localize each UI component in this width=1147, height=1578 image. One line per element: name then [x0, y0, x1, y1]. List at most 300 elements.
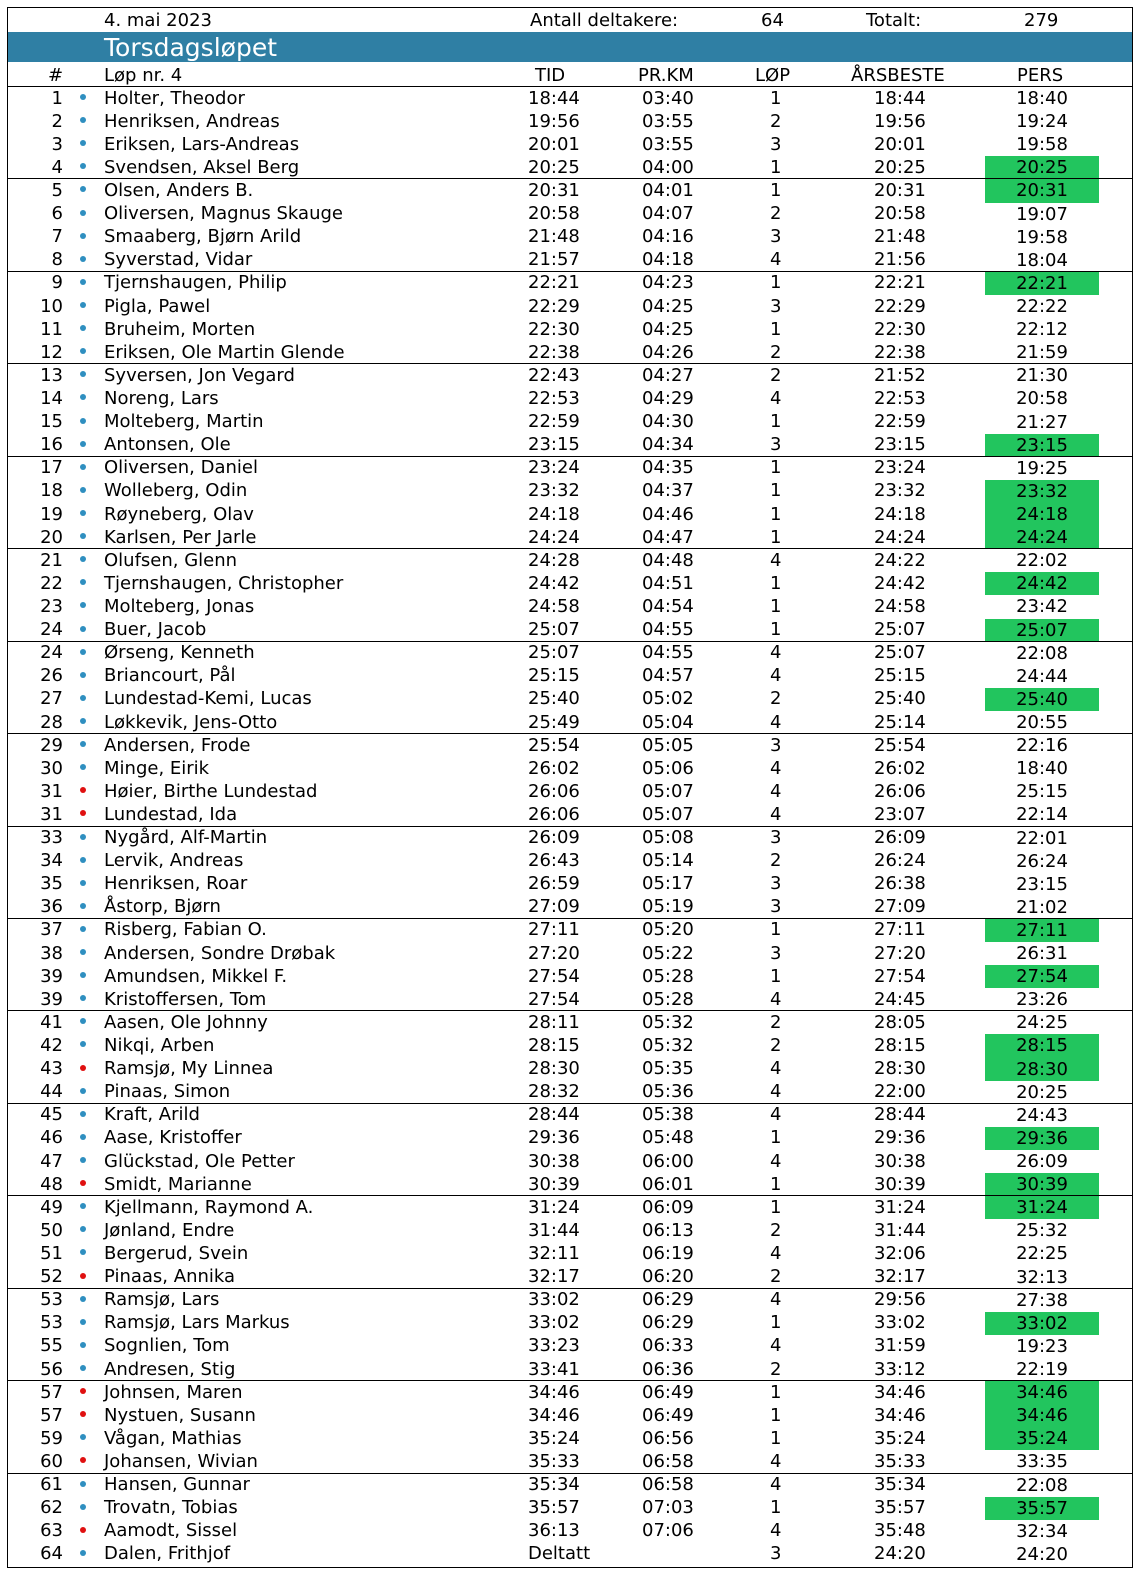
- female-dot-icon: [80, 1457, 86, 1463]
- male-dot-icon: [80, 880, 86, 886]
- personal-best: 23:15: [985, 434, 1099, 456]
- row-number: 12: [40, 341, 63, 363]
- col-arsbeste: ÅRSBESTE: [851, 65, 945, 86]
- table-row: [8, 1242, 1132, 1265]
- time-value: 33:41: [528, 1358, 580, 1380]
- race-count: 1: [770, 480, 782, 502]
- pace-value: 06:19: [642, 1243, 694, 1265]
- row-number: 28: [40, 711, 63, 733]
- table-row: [8, 411, 1132, 434]
- personal-best: 33:35: [1016, 1451, 1068, 1473]
- race-count: 4: [770, 665, 782, 687]
- male-dot-icon: [80, 834, 86, 840]
- personal-best: 23:26: [1016, 989, 1068, 1011]
- row-number: 14: [40, 387, 63, 409]
- personal-best: 24:43: [1016, 1104, 1068, 1126]
- male-dot-icon: [80, 256, 86, 262]
- table-row: [8, 619, 1132, 642]
- time-value: 21:57: [528, 249, 580, 271]
- race-count: 1: [770, 572, 782, 594]
- pace-value: 04:47: [642, 526, 694, 548]
- row-number: 57: [40, 1404, 63, 1426]
- time-value: 23:15: [528, 434, 580, 456]
- pace-value: 06:00: [642, 1150, 694, 1172]
- time-value: 24:18: [528, 503, 580, 525]
- female-dot-icon: [80, 1411, 86, 1417]
- season-best: 26:09: [874, 827, 926, 849]
- total-value: 279: [1024, 10, 1059, 31]
- season-best: 23:32: [874, 480, 926, 502]
- table-row: [8, 1312, 1132, 1335]
- personal-best: 21:02: [1016, 896, 1068, 918]
- personal-best: 18:40: [1016, 88, 1068, 109]
- row-number: 44: [40, 1081, 63, 1103]
- row-number: 31: [40, 803, 63, 825]
- table-row: [8, 1127, 1132, 1150]
- runner-name: Kristoffersen, Tom: [104, 988, 267, 1010]
- runner-name: Ørseng, Kenneth: [104, 642, 255, 664]
- season-best: 22:59: [874, 411, 926, 433]
- row-number: 41: [40, 1011, 63, 1033]
- runner-name: Ramsjø, Lars: [104, 1289, 220, 1311]
- personal-best: 25:40: [985, 688, 1099, 711]
- runner-name: Åstorp, Bjørn: [104, 896, 221, 918]
- pace-value: 04:16: [642, 226, 694, 248]
- row-number: 53: [40, 1289, 63, 1311]
- race-count: 4: [770, 757, 782, 779]
- table-row: [8, 1219, 1132, 1242]
- season-best: 20:01: [874, 133, 926, 155]
- participants-label: Antall deltakere:: [530, 10, 679, 31]
- race-count: 1: [770, 526, 782, 548]
- personal-best: 21:59: [1016, 342, 1068, 364]
- time-value: 33:02: [528, 1312, 580, 1334]
- personal-best: 28:30: [985, 1058, 1099, 1081]
- season-best: 24:58: [874, 595, 926, 617]
- runner-name: Wolleberg, Odin: [104, 480, 248, 502]
- table-row: [8, 827, 1132, 850]
- time-value: 32:11: [528, 1243, 580, 1265]
- pace-value: 05:19: [642, 896, 694, 918]
- season-best: 27:11: [874, 919, 926, 941]
- row-number: 29: [40, 734, 63, 756]
- row-number: 17: [40, 457, 63, 479]
- runner-name: Røyneberg, Olav: [104, 503, 254, 525]
- row-number: 50: [40, 1219, 63, 1241]
- time-value: 35:34: [528, 1474, 580, 1496]
- time-value: 34:46: [528, 1381, 580, 1403]
- runner-name: Aamodt, Sissel: [104, 1520, 238, 1542]
- runner-name: Glückstad, Ole Petter: [104, 1150, 295, 1172]
- table-row: [8, 1011, 1132, 1034]
- runner-name: Noreng, Lars: [104, 387, 219, 409]
- personal-best: 18:40: [1016, 758, 1068, 780]
- male-dot-icon: [80, 995, 86, 1001]
- personal-best: 32:13: [1016, 1266, 1068, 1288]
- race-count: 4: [770, 249, 782, 271]
- male-dot-icon: [80, 302, 86, 308]
- pace-value: 06:13: [642, 1219, 694, 1241]
- table-row: [8, 318, 1132, 341]
- col-prkm: PR.KM: [638, 65, 694, 86]
- season-best: 22:00: [874, 1081, 926, 1103]
- race-count: 4: [770, 642, 782, 664]
- male-dot-icon: [80, 1342, 86, 1348]
- male-dot-icon: [80, 371, 86, 377]
- time-value: 35:57: [528, 1497, 580, 1519]
- race-count: 3: [770, 873, 782, 895]
- pace-value: 07:06: [642, 1520, 694, 1542]
- race-count: 4: [770, 1520, 782, 1542]
- runner-name: Oliversen, Daniel: [104, 457, 258, 479]
- personal-best: 20:58: [1016, 388, 1068, 410]
- race-count: 4: [770, 549, 782, 571]
- race-count: 3: [770, 896, 782, 918]
- row-number: 7: [51, 226, 63, 248]
- male-dot-icon: [80, 510, 86, 516]
- season-best: 23:24: [874, 457, 926, 479]
- personal-best: 27:38: [1016, 1289, 1068, 1311]
- table-row: [8, 226, 1132, 249]
- runner-name: Tjernshaugen, Philip: [104, 272, 287, 294]
- season-best: 22:38: [874, 341, 926, 363]
- male-dot-icon: [80, 764, 86, 770]
- runner-name: Henriksen, Andreas: [104, 110, 280, 132]
- race-count: 2: [770, 341, 782, 363]
- table-row: [8, 1427, 1132, 1450]
- time-value: 31:24: [528, 1196, 580, 1218]
- pace-value: 05:02: [642, 688, 694, 710]
- time-value: 25:54: [528, 734, 580, 756]
- male-dot-icon: [80, 718, 86, 724]
- personal-best: 22:01: [1016, 827, 1068, 849]
- race-count: 3: [770, 734, 782, 756]
- runner-name: Løkkevik, Jens-Otto: [104, 711, 278, 733]
- season-best: 21:48: [874, 226, 926, 248]
- runner-name: Amundsen, Mikkel F.: [104, 965, 288, 987]
- male-dot-icon: [80, 94, 86, 100]
- pace-value: 04:25: [642, 295, 694, 317]
- col-num: #: [48, 65, 64, 86]
- pace-value: 05:32: [642, 1011, 694, 1033]
- personal-best: 20:25: [985, 156, 1099, 178]
- table-row: [8, 711, 1132, 734]
- row-number: 16: [40, 434, 63, 456]
- race-count: 4: [770, 1335, 782, 1357]
- pace-value: 04:57: [642, 665, 694, 687]
- pace-value: 03:55: [642, 133, 694, 155]
- time-value: 33:02: [528, 1289, 580, 1311]
- table-row: [8, 156, 1132, 179]
- time-value: 36:13: [528, 1520, 580, 1542]
- pace-value: 05:08: [642, 827, 694, 849]
- row-number: 1: [51, 87, 63, 109]
- pace-value: 05:48: [642, 1127, 694, 1149]
- row-number: 52: [40, 1266, 63, 1288]
- time-value: 27:20: [528, 942, 580, 964]
- female-dot-icon: [80, 787, 86, 793]
- runner-name: Ramsjø, My Linnea: [104, 1058, 274, 1080]
- page-title: Torsdagsløpet: [104, 33, 277, 62]
- table-row: [8, 1289, 1132, 1312]
- race-count: 2: [770, 688, 782, 710]
- season-best: 31:44: [874, 1219, 926, 1241]
- season-best: 25:54: [874, 734, 926, 756]
- runner-name: Dalen, Frithjof: [104, 1543, 231, 1565]
- season-best: 22:30: [874, 318, 926, 340]
- runner-name: Nikqi, Arben: [104, 1035, 215, 1057]
- table-row: [8, 1058, 1132, 1081]
- time-value: 30:39: [528, 1173, 580, 1195]
- race-count: 4: [770, 780, 782, 802]
- time-value: 22:59: [528, 411, 580, 433]
- personal-best: 23:32: [985, 480, 1099, 503]
- race-count: 2: [770, 1219, 782, 1241]
- table-row: [8, 1381, 1132, 1404]
- season-best: 24:45: [874, 988, 926, 1010]
- time-value: 22:30: [528, 318, 580, 340]
- male-dot-icon: [80, 672, 86, 678]
- pace-value: 04:25: [642, 318, 694, 340]
- time-value: 22:43: [528, 364, 580, 386]
- time-value: 20:58: [528, 203, 580, 225]
- time-value: 21:48: [528, 226, 580, 248]
- row-number: 10: [40, 295, 63, 317]
- male-dot-icon: [80, 1249, 86, 1255]
- table-row: [8, 1335, 1132, 1358]
- runner-name: Trovatn, Tobias: [104, 1497, 238, 1519]
- male-dot-icon: [80, 649, 86, 655]
- personal-best: 24:18: [985, 503, 1099, 526]
- time-value: 23:32: [528, 480, 580, 502]
- pace-value: 05:04: [642, 711, 694, 733]
- pace-value: 04:07: [642, 203, 694, 225]
- time-value: 22:38: [528, 341, 580, 363]
- time-value: 25:07: [528, 642, 580, 664]
- table-row: [8, 757, 1132, 780]
- table-row: [8, 1520, 1132, 1543]
- season-best: 28:15: [874, 1035, 926, 1057]
- row-number: 21: [40, 549, 63, 571]
- runner-name: Ramsjø, Lars Markus: [104, 1312, 290, 1334]
- time-value: 27:54: [528, 988, 580, 1010]
- pace-value: 05:05: [642, 734, 694, 756]
- sheet-header: [8, 8, 1132, 32]
- title-banner: [8, 32, 1132, 62]
- runner-name: Lundestad, Ida: [104, 803, 238, 825]
- male-dot-icon: [80, 926, 86, 932]
- runner-name: Olufsen, Glenn: [104, 549, 238, 571]
- race-count: 1: [770, 1497, 782, 1519]
- season-best: 18:44: [874, 87, 926, 109]
- male-dot-icon: [80, 325, 86, 331]
- table-row: [8, 642, 1132, 665]
- season-best: 30:39: [874, 1173, 926, 1195]
- runner-name: Risberg, Fabian O.: [104, 919, 267, 941]
- runner-name: Andresen, Stig: [104, 1358, 236, 1380]
- pace-value: 05:06: [642, 757, 694, 779]
- season-best: 33:02: [874, 1312, 926, 1334]
- pace-value: 06:29: [642, 1289, 694, 1311]
- table-row: [8, 87, 1132, 110]
- pace-value: 06:49: [642, 1404, 694, 1426]
- pace-value: 05:14: [642, 850, 694, 872]
- race-count: 4: [770, 1150, 782, 1172]
- female-dot-icon: [80, 1388, 86, 1394]
- season-best: 25:40: [874, 688, 926, 710]
- row-number: 9: [51, 272, 63, 294]
- personal-best: 23:15: [1016, 873, 1068, 895]
- pace-value: 05:28: [642, 965, 694, 987]
- race-count: 4: [770, 1058, 782, 1080]
- season-best: 29:56: [874, 1289, 926, 1311]
- pace-value: 05:22: [642, 942, 694, 964]
- race-count: 1: [770, 1381, 782, 1403]
- pace-value: 06:58: [642, 1474, 694, 1496]
- pace-value: 04:18: [642, 249, 694, 271]
- season-best: 19:56: [874, 110, 926, 132]
- row-number: 37: [40, 919, 63, 941]
- runner-name: Holter, Theodor: [104, 87, 245, 109]
- runner-name: Pinaas, Annika: [104, 1266, 236, 1288]
- pace-value: 06:09: [642, 1196, 694, 1218]
- runner-name: Henriksen, Roar: [104, 873, 248, 895]
- table-row: [8, 896, 1132, 919]
- male-dot-icon: [80, 210, 86, 216]
- personal-best: 22:16: [1016, 735, 1068, 757]
- pace-value: 04:54: [642, 595, 694, 617]
- time-value: 23:24: [528, 457, 580, 479]
- row-number: 27: [40, 688, 63, 710]
- personal-best: 27:54: [985, 965, 1099, 988]
- table-row: [8, 942, 1132, 965]
- male-dot-icon: [80, 949, 86, 955]
- table-row: [8, 803, 1132, 826]
- runner-name: Eriksen, Ole Martin Glende: [104, 341, 345, 363]
- personal-best: 26:24: [1016, 850, 1068, 872]
- season-best: 28:05: [874, 1011, 926, 1033]
- table-row: [8, 850, 1132, 873]
- personal-best: 20:31: [985, 179, 1099, 202]
- pace-value: 06:01: [642, 1173, 694, 1195]
- runner-name: Smaaberg, Bjørn Arild: [104, 226, 302, 248]
- season-best: 24:42: [874, 572, 926, 594]
- season-best: 26:02: [874, 757, 926, 779]
- personal-best: 22:21: [985, 272, 1099, 295]
- table-row: [8, 503, 1132, 526]
- personal-best: 19:07: [1016, 203, 1068, 225]
- pace-value: 05:17: [642, 873, 694, 895]
- season-best: 27:09: [874, 896, 926, 918]
- table-row: [8, 457, 1132, 480]
- race-count: 1: [770, 272, 782, 294]
- race-count: 2: [770, 1266, 782, 1288]
- time-value: 26:02: [528, 757, 580, 779]
- pace-value: 04:29: [642, 387, 694, 409]
- runner-name: Nystuen, Susann: [104, 1404, 256, 1426]
- row-number: 22: [40, 572, 63, 594]
- season-best: 20:31: [874, 179, 926, 201]
- race-count: 2: [770, 1011, 782, 1033]
- race-count: 2: [770, 850, 782, 872]
- race-count: 4: [770, 988, 782, 1010]
- table-row: [8, 988, 1132, 1011]
- pace-value: 06:33: [642, 1335, 694, 1357]
- row-number: 36: [40, 896, 63, 918]
- season-best: 35:34: [874, 1474, 926, 1496]
- race-count: 1: [770, 156, 782, 178]
- runner-name: Aasen, Ole Johnny: [104, 1011, 268, 1033]
- race-count: 3: [770, 942, 782, 964]
- male-dot-icon: [80, 441, 86, 447]
- season-best: 30:38: [874, 1150, 926, 1172]
- personal-best: 21:27: [1016, 411, 1068, 433]
- table-row: [8, 873, 1132, 896]
- race-count: 4: [770, 1243, 782, 1265]
- time-value: 26:06: [528, 780, 580, 802]
- row-number: 11: [40, 318, 63, 340]
- row-number: 35: [40, 873, 63, 895]
- personal-best: 22:12: [1016, 319, 1068, 341]
- table-row: [8, 341, 1132, 364]
- pace-value: 06:20: [642, 1266, 694, 1288]
- table-row: [8, 688, 1132, 711]
- table-row: [8, 387, 1132, 410]
- table-row: [8, 1081, 1132, 1104]
- time-value: 19:56: [528, 110, 580, 132]
- runner-name: Buer, Jacob: [104, 619, 207, 641]
- race-count: 1: [770, 595, 782, 617]
- time-value: 32:17: [528, 1266, 580, 1288]
- total-label: Totalt:: [866, 10, 922, 31]
- race-count: 2: [770, 203, 782, 225]
- male-dot-icon: [80, 233, 86, 239]
- personal-best: 21:30: [1016, 365, 1068, 387]
- personal-best: 25:15: [1016, 781, 1068, 803]
- runner-name: Johnsen, Maren: [104, 1381, 243, 1403]
- male-dot-icon: [80, 1111, 86, 1117]
- time-value: 27:11: [528, 919, 580, 941]
- male-dot-icon: [80, 972, 86, 978]
- race-count: 1: [770, 919, 782, 941]
- runner-name: Vågan, Mathias: [104, 1427, 242, 1449]
- season-best: 31:59: [874, 1335, 926, 1357]
- season-best: 35:57: [874, 1497, 926, 1519]
- row-number: 38: [40, 942, 63, 964]
- time-value: 26:09: [528, 827, 580, 849]
- pace-value: 04:51: [642, 572, 694, 594]
- male-dot-icon: [80, 394, 86, 400]
- table-row: [8, 434, 1132, 457]
- table-row: [8, 526, 1132, 549]
- personal-best: 34:46: [985, 1404, 1099, 1427]
- race-count: 2: [770, 1035, 782, 1057]
- race-count: 4: [770, 1289, 782, 1311]
- time-value: 35:33: [528, 1451, 580, 1472]
- time-value: 20:31: [528, 179, 580, 201]
- runner-name: Antonsen, Ole: [104, 434, 231, 456]
- runner-name: Svendsen, Aksel Berg: [104, 156, 300, 178]
- personal-best: 32:34: [1016, 1520, 1068, 1542]
- pace-value: 04:00: [642, 156, 694, 178]
- runner-name: Bergerud, Svein: [104, 1243, 249, 1265]
- season-best: 35:24: [874, 1427, 926, 1449]
- row-number: 15: [40, 411, 63, 433]
- time-value: 25:15: [528, 665, 580, 687]
- season-best: 25:15: [874, 665, 926, 687]
- time-value: 18:44: [528, 87, 580, 109]
- race-count: 3: [770, 827, 782, 849]
